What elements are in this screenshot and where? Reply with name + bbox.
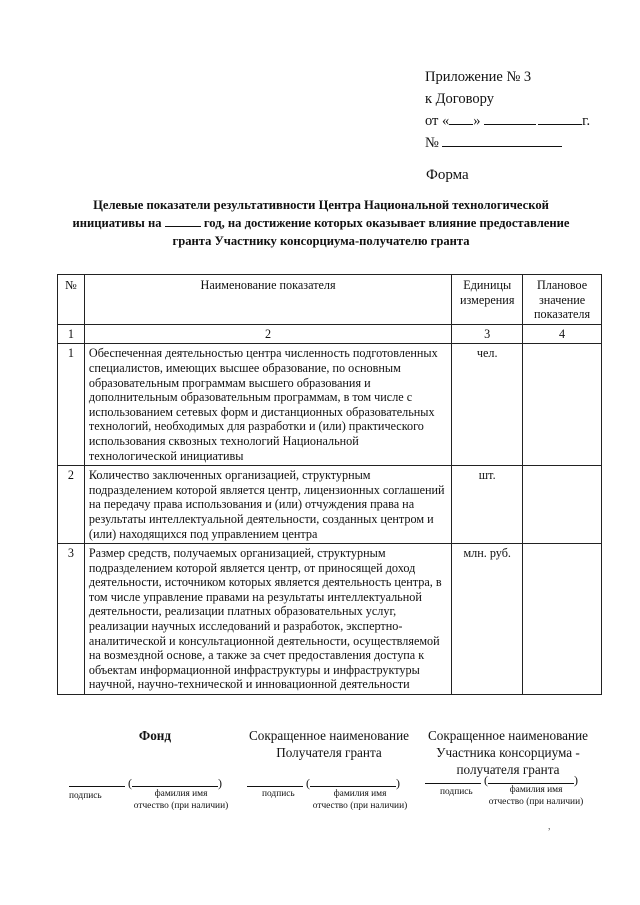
table-row (58, 544, 602, 695)
table-row (58, 344, 602, 466)
indicator-plan-value[interactable] (523, 344, 602, 466)
day-blank (449, 110, 473, 125)
year-blank (538, 110, 582, 125)
header-no: № (58, 275, 85, 325)
indicator-unit: млн. руб. (452, 544, 523, 695)
signature-blank[interactable] (69, 774, 125, 787)
scan-mark: , (548, 821, 551, 832)
column-number-row: 1 2 3 4 (58, 324, 602, 344)
appendix-contract: к Договору (425, 91, 494, 107)
row-number: 3 (58, 544, 85, 695)
indicator-name: Обеспеченная деятельностью центра численность подготовленных специалистов, имеющих высшее образование, по основным образовательным программам высшего образования и дополнительным образовательным программам, в том числе с использованием сетевых форм и дистанционных образовательных технологий, необходимых для разработки и (или) практического использования сквозных технологий Национальной технологической инициативы (84, 344, 451, 466)
indicator-unit: чел. (452, 344, 523, 466)
indicator-plan-value[interactable] (523, 466, 602, 544)
signature-line-fund: ( ) (69, 774, 222, 791)
table-row (58, 466, 602, 544)
header-unit: Единицы измерения (452, 275, 523, 325)
document-title: Целевые показатели результативности Центра Национальной технологической инициативы на год, на достижение которых оказывает влияние предоставление гранта Участнику консорциума-получателю гранта (72, 198, 570, 248)
name-caption: фамилия имя отчество (при наличии) (488, 785, 584, 807)
appendix-number-line: № (425, 132, 590, 154)
indicator-name: Размер средств, получаемых организацией, структурным подразделением которой является центр, от приносящей доход деятельности, источником которых является деятельность центра, в том числе управление правами на результаты интеллектуальной деятельности, реализации платных образовательных услуг, реализации научных исследований и разработок, экспертно-аналитической и консультационной деятельности, осуществляемой на возмездной основе, а также за счет предоставления доступа к объектам информационной инфраструктуры и инфраструктуры научной, научно-технической и инновационной деятельности (84, 544, 451, 695)
signature-title-consortium: Сокращенное наименование Участника консорциума - получателя гранта (428, 728, 588, 777)
header-plan: Плановое значение показателя (523, 275, 602, 325)
header-name: Наименование показателя (84, 275, 451, 325)
signature-title-recipient: Сокращенное наименование Получателя гранта (249, 728, 409, 760)
indicator-unit: шт. (452, 466, 523, 544)
year-title-blank (165, 215, 201, 227)
signature-blank[interactable] (425, 771, 481, 784)
indicator-plan-value[interactable] (523, 544, 602, 695)
appendix-number: Приложение № 3 (425, 69, 532, 85)
month-blank (484, 110, 536, 125)
sign-caption: подпись (440, 787, 473, 797)
signature-title-fund: Фонд (138, 728, 172, 743)
sign-caption: подпись (262, 789, 295, 799)
name-blank[interactable] (310, 774, 396, 787)
name-blank[interactable] (488, 771, 574, 784)
name-caption: фамилия имя отчество (при наличии) (133, 789, 229, 811)
appendix-header (425, 66, 590, 154)
signature-line-recipient: ( ) (247, 774, 400, 791)
signature-line-consortium: ( ) (425, 771, 578, 788)
row-number: 2 (58, 466, 85, 544)
contract-number-blank (442, 132, 562, 147)
sign-caption: подпись (69, 791, 102, 801)
signature-blank[interactable] (247, 774, 303, 787)
table-header-row (58, 275, 602, 325)
row-number: 1 (58, 344, 85, 466)
name-blank[interactable] (132, 774, 218, 787)
name-caption: фамилия имя отчество (при наличии) (312, 789, 408, 811)
indicator-name: Количество заключенных организацией, структурным подразделением которой является центр, лицензионных соглашений на передачу права использования и (или) отчуждения права на результаты интеллектуальной деятельности, созданных центром и (или) находящихся под управлением центра (84, 466, 451, 544)
form-label: Форма (426, 167, 469, 183)
indicators-table (57, 274, 602, 695)
appendix-date-line: от « » г. (425, 110, 590, 132)
